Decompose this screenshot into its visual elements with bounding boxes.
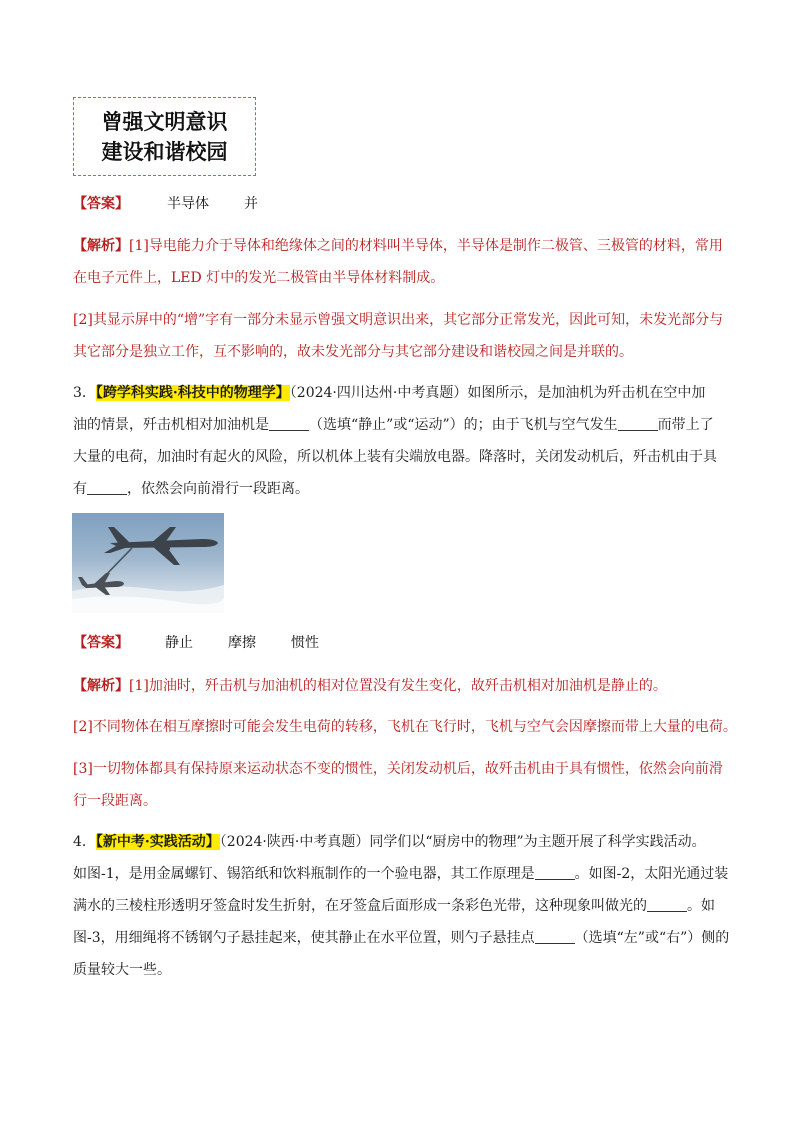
slogan-sign xyxy=(73,97,256,176)
q3-question-line-2: 油的情景，歼击机相对加油机是 （选填“静止”或“运动”）的；由于飞机与空气发生 而带上了 xyxy=(73,417,714,433)
q2-analysis-line-2: 在电子元件上，LED 灯中的发光二极管由半导体材料制成。 xyxy=(73,270,445,286)
q3-answer-1: 静止 xyxy=(165,635,193,651)
answer-blank[interactable] xyxy=(535,865,575,880)
answer-blank[interactable] xyxy=(269,416,309,431)
q3-analysis-line-2: [2]不同物体在相互摩擦时可能会发生电荷的转移，飞机在飞行时，飞机与空气会因摩擦而带上大量的电荷。 xyxy=(73,719,737,735)
answer-blank[interactable] xyxy=(647,897,687,912)
q4-tag: 【新中考·实践活动】 xyxy=(95,834,220,850)
q3-question-line-4: 有 ，依然会向前滑行一段距离。 xyxy=(73,481,309,497)
q2-analysis-line-3: [2]其显示屏中的“增”字有一部分未显示曾强文明意识出来，其它部分正常发光，因此可知，未发光部分与 xyxy=(73,312,724,328)
q3-analysis-line-3: [3]一切物体都具有保持原来运动状态不变的惯性，关闭发动机后，故歼击机由于具有惯性，依然会向前滑 xyxy=(73,761,723,777)
answer-blank[interactable] xyxy=(87,480,127,495)
analysis-label: 【解析】 xyxy=(73,238,129,254)
q4-question-line-4: 图-3，用细绳将不锈钢勺子悬挂起来，使其静止在水平位置，则勺子悬挂点 （选填“左”或“右”）侧的 xyxy=(73,930,730,946)
q2-answer xyxy=(73,195,258,213)
q3-answer-2: 摩擦 xyxy=(228,635,256,651)
slogan-line-1: 曾强文明意识 xyxy=(101,109,228,134)
q3-analysis-line-1: 【解析】[1]加油时，歼击机与加油机的相对位置没有发生变化，故歼击机相对加油机是静止的。 xyxy=(73,678,667,694)
answer-label: 【答案】 xyxy=(73,635,129,651)
q3-number: 3． xyxy=(73,385,96,401)
q4-question-line-5: 质量较大一些。 xyxy=(73,962,171,978)
refueling-illustration xyxy=(72,513,224,613)
answer-blank[interactable] xyxy=(535,929,575,944)
q3-answer-3: 惯性 xyxy=(291,635,319,651)
analysis-label: 【解析】 xyxy=(73,678,129,694)
q4-question-line-1: 4．【新中考·实践活动】（2024·陕西·中考真题）同学们以“厨房中的物理”为主题开展了科学实践活动。 xyxy=(73,834,706,850)
q2-answer-2: 并 xyxy=(244,196,258,212)
answer-blank[interactable] xyxy=(618,416,658,431)
q3-question-line-3: 大量的电荷，加油时有起火的风险，所以机体上装有尖端放电器。降落时，关闭发动机后，歼击机由于具 xyxy=(73,449,717,465)
q4-question-line-2: 如图-1，是用金属螺钉、锡箔纸和饮料瓶制作的一个验电器，其工作原理是 。如图-2，太阳光通过装 xyxy=(73,866,729,882)
answer-label: 【答案】 xyxy=(73,196,129,212)
q3-tag: 【跨学科实践·科技中的物理学】 xyxy=(95,385,290,401)
aerial-refueling-photo xyxy=(72,513,224,613)
q2-answer-1: 半导体 xyxy=(167,196,209,212)
q4-number: 4． xyxy=(73,834,96,850)
q2-analysis-line-4: 其它部分是独立工作，互不影响的，故未发光部分与其它部分建设和谐校园之间是并联的。 xyxy=(73,344,633,360)
q4-question-line-3: 满水的三棱柱形透明牙签盒时发生折射，在牙签盒后面形成一条彩色光带，这种现象叫做光的 。如 xyxy=(73,898,715,914)
q3-answer xyxy=(73,634,319,652)
q3-analysis-line-4: 行一段距离。 xyxy=(73,793,157,809)
q3-question-line-1: 3．【跨学科实践·科技中的物理学】（2024·四川达州·中考真题）如图所示，是加油机为歼击机在空中加 xyxy=(73,385,706,401)
q2-analysis-line-1: 【解析】[1]导电能力介于导体和绝缘体之间的材料叫半导体，半导体是制作二极管、三极管的材料，常用 xyxy=(73,238,723,254)
slogan-line-2: 建设和谐校园 xyxy=(101,139,228,164)
